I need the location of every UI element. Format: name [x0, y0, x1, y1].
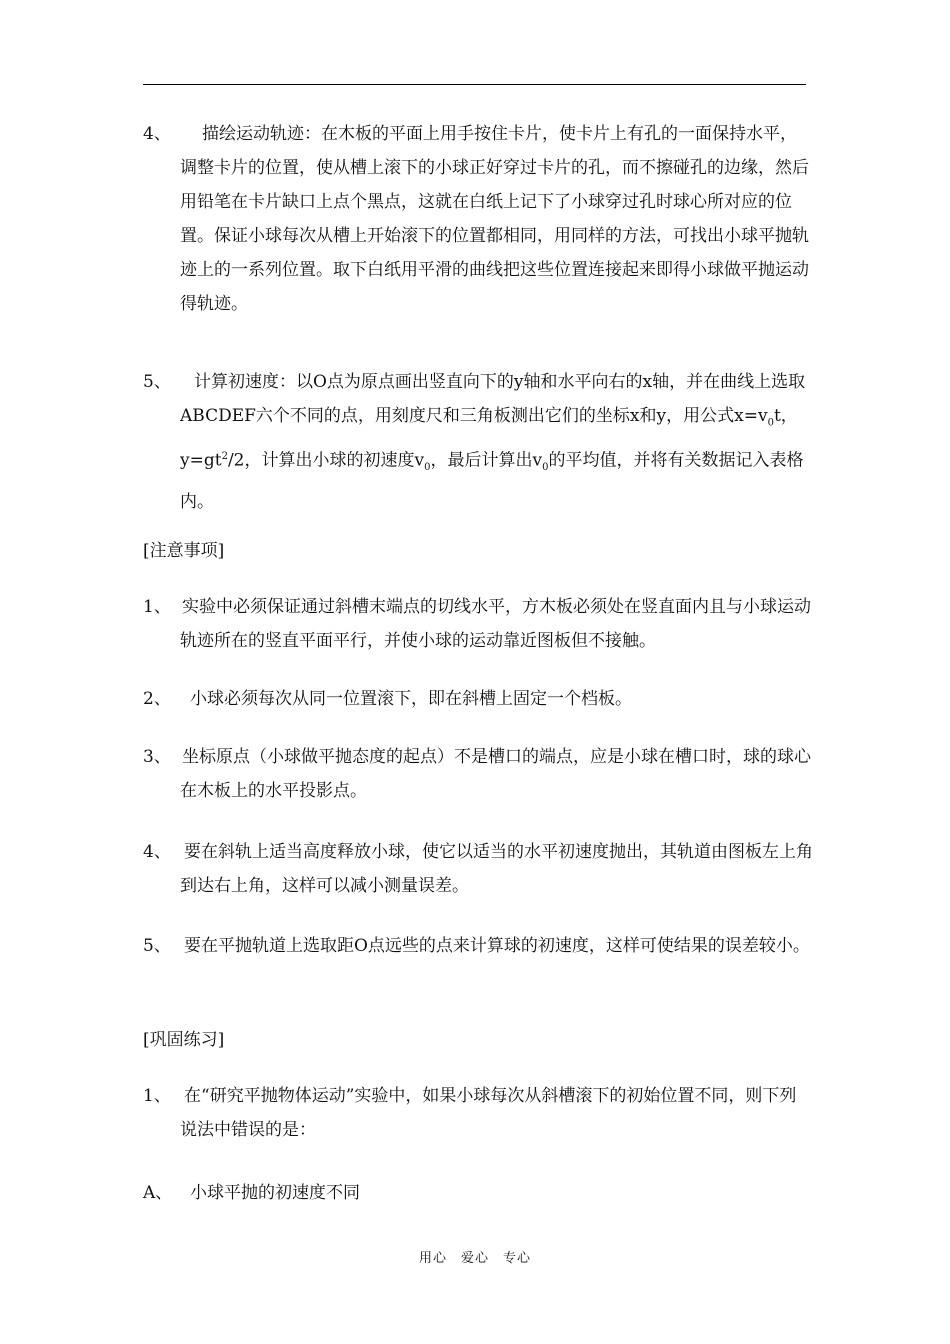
- page-footer: 用心 爱心 专心: [418, 1251, 531, 1266]
- note-5-text: 要在平抛轨道上选取距O点远些的点来计算球的初速度，这样可使结果的误差较小。: [184, 936, 810, 956]
- note-3: [143, 740, 813, 808]
- practice-1-number: 1、: [143, 1086, 171, 1106]
- step-4: [143, 117, 813, 321]
- note-4: [143, 835, 813, 903]
- option-a: [143, 1176, 813, 1210]
- step-4-text: 描绘运动轨迹：在木板的平面上用手按住卡片，使卡片上有孔的一面保持水平，调整卡片的位置，使从槽上滚下的小球正好穿过卡片的孔，而不擦碰孔的边缘，然后用铅笔在卡片缺口上点个黑点，这就在白纸上记下了小球穿过孔时球心所对应的位置。保证小球每次从槽上开始滚下的位置都相同，用同样的方法，可找出小球平抛轨迹上的一系列位置。取下白纸用平滑的曲线把这些位置连接起来即得小球做平抛运动得轨迹。: [180, 124, 809, 314]
- note-4-number: 4、: [143, 842, 171, 862]
- note-1-number: 1、: [143, 597, 171, 617]
- step-5: [143, 365, 813, 519]
- note-1: [143, 590, 813, 658]
- note-3-text: 坐标原点（小球做平抛态度的起点）不是槽口的端点，应是小球在槽口时，球的球心在木板上的水平投影点。: [180, 747, 811, 801]
- step-4-number: 4、: [143, 124, 171, 144]
- note-3-number: 3、: [143, 747, 171, 767]
- note-2: [143, 682, 813, 716]
- note-2-number: 2、: [143, 689, 171, 709]
- option-a-letter: A、: [143, 1183, 173, 1203]
- step-5-text: 计算初速度：以O点为原点画出竖直向下的y轴和水平向右的x轴，并在曲线上选取ABCDEF六个不同的点，用刻度尺和三角板测出它们的坐标x和y，用公式$x=v_0t$，$y=gt^2/2$，计算出小球的初速度$v_0$，最后计算出$v_0$的平均值，并将有关数据记入表格内。: [180, 372, 806, 513]
- note-5-number: 5、: [143, 936, 171, 956]
- practice-heading: [巩固练习]: [143, 1030, 225, 1050]
- note-1-text: 实验中必须保证通过斜槽末端点的切线水平，方木板必须处在竖直面内且与小球运动轨迹所在的竖直平面平行，并使小球的运动靠近图板但不接触。: [180, 597, 811, 651]
- practice-1: [143, 1079, 813, 1147]
- option-a-text: 小球平抛的初速度不同: [190, 1183, 360, 1203]
- note-2-text: 小球必须每次从同一位置滚下，即在斜槽上固定一个档板。: [190, 689, 632, 709]
- note-4-text: 要在斜轨上适当高度释放小球，使它以适当的水平初速度抛出，其轨道由图板左上角到达右上角，这样可以减小测量误差。: [180, 842, 813, 896]
- practice-1-text: 在“研究平抛物体运动”实验中，如果小球每次从斜槽滚下的初始位置不同，则下列说法中错误的是：: [180, 1086, 797, 1140]
- header-rule: [143, 84, 806, 85]
- step-5-number: 5、: [143, 372, 171, 392]
- notes-heading: [注意事项]: [143, 541, 225, 561]
- note-5: [143, 929, 813, 963]
